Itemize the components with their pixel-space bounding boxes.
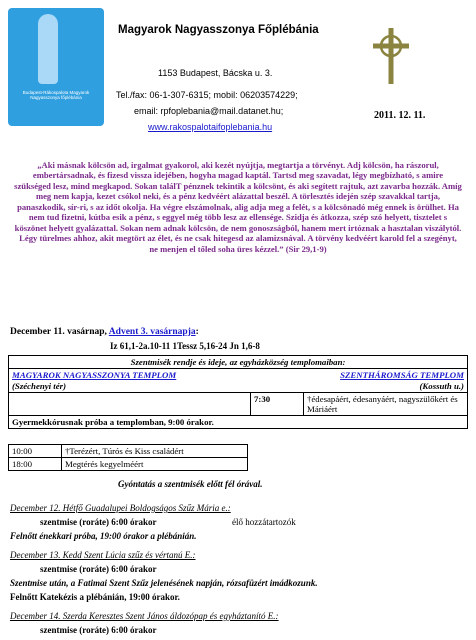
sunday-date: December 11. vasárnap, [10,327,107,337]
mass-time: 10:00 [9,445,62,458]
mass-intention: Megtérés kegyelméért [62,458,248,471]
sunday-masses-table [8,444,248,471]
sunday-readings [110,341,260,351]
church2-location: (Kossuth u.) [419,381,464,391]
mass-line: szentmise (roráte) 6:00 órakor [40,564,157,574]
parish-address: 1153 Budapest, Bácska u. 3. [158,68,273,78]
sunday-heading [10,327,199,337]
readings-text: Iz 61,1-2a.10-11 1Tessz 5,16-24 Jn 1,6-8 [110,341,260,351]
table-row [9,356,468,369]
choir-notice: Gyermekkórusnak próba a templomban, 9:00 órakor. [9,416,468,429]
parish-phone: Tel./fax: 06-1-307-6315; mobil: 06203574229; [116,90,298,100]
day-heading-tuesday: December 13. Kedd Szent Lúcia szűz és vértanú E.: [10,550,196,560]
madonna-figure-icon [38,14,58,84]
parish-email: email: rpfoplebania@mail.datanet.hu; [134,106,284,116]
church2-link[interactable]: SZENTHÁROMSÁG TEMPLOM [340,370,464,380]
mass-time: 18:00 [9,458,62,471]
mass-intention: †édesapáért, édesanyáért, nagyszülőkért és Máriáért [304,393,468,416]
church1-link[interactable]: MAGYAROK NAGYASSZONYA TEMPLOM [12,370,177,380]
day-heading-wednesday: December 14. Szerda Keresztes Szent János áldozópap és egyháztanító E.: [10,611,279,621]
mass-intention: †Terézért, Túrós és Kiss családért [62,445,248,458]
celtic-cross-icon [368,28,414,84]
sunday-colon: : [195,327,199,337]
table-row [9,416,468,429]
mass-schedule-table [8,355,468,429]
church1-location: (Széchenyi tér) [12,381,66,391]
table-row [9,458,248,471]
schedule-heading: Szentmisék rendje és ideje, az egyházközség templomaiban: [9,356,468,369]
day-heading-monday: December 12. Hétfő Guadalupei Boldogságos Szűz Mária e.: [10,503,231,513]
bulletin-date: 2011. 12. 11. [374,110,426,121]
event-line: Szentmise után, a Fatimai Szent Szűz jelenésének napján, rózsafüzért imádkozunk. [10,578,318,588]
event-line: Felnőtt Katekézis a plébánián, 19:00 órakor. [10,592,180,602]
empty-cell [9,393,251,416]
mass-line: szentmise (roráte) 6:00 órakor [40,625,157,635]
confession-notice: Gyóntatás a szentmisék előtt fél órával. [118,479,263,489]
mass-intention: élő hozzátartozók [232,517,296,527]
logo-caption: Budapest-Rákospalota Magyarok Nagyasszonya főplébánia [22,90,90,101]
advent-link[interactable]: Advent 3. vasárnapja [108,327,196,337]
event-line: Felnőtt énekkari próba, 19:00 órakor a plébánián. [10,531,197,541]
scripture-quote: „Aki másnak kölcsön ad, irgalmat gyakorol, aki kezét nyújtja, megtartja a törvényt. Adj kölcsön, ha rászorul, embertársadnak, és fizesd vissza idejében, hogyha magad kaptál. Tartsd meg szavadat, légy megbízható, s amire szükséged lesz, mind megkapod. Sokan találT pénznek tekintik a kölcsönt, és aki segített rajtuk, azt zavarba hozzák. Amíg meg nem kapja, kezet csókol neki, és a pénz kedvéért alázattal beszél. A törlesztés idején szép szavakkal tartja, panaszkodik, sír-ri, s az időt okolja. Ha végre elszámolnak, alig adja meg a felét, s a kölcsönadó még ennek is örülhet. Ha nem tud fizetni, kútba esik a pénz, s eggyel még több lesz az ellensége. Szidja és átkozza, szép szó helyett, tisztelet s köszönet helyett gyalázattal. Sokan nem adnak kölcsön, de nem gonoszságból, hanem mert irtóznak a hasztalan viszálytól. Légy türelmes ahhoz, akit megtört az élet, és ne csak hitegesd az alamizsnával. A törvény kedvéért karold fel a szegényt, ne menjen el tőled soha üres kézzel.” (Sir 29,1-9) [14,160,462,254]
table-row [9,445,248,458]
mass-time: 7:30 [251,393,304,416]
parish-website-link[interactable]: www.rakospalotaifoplebania.hu [148,122,273,132]
church-header-cell [9,369,468,393]
table-row [9,369,468,393]
parish-title: Magyarok Nagyasszonya Főplébánia [118,24,319,36]
mass-line: szentmise (roráte) 6:00 órakor [40,517,157,527]
table-row [9,393,468,416]
